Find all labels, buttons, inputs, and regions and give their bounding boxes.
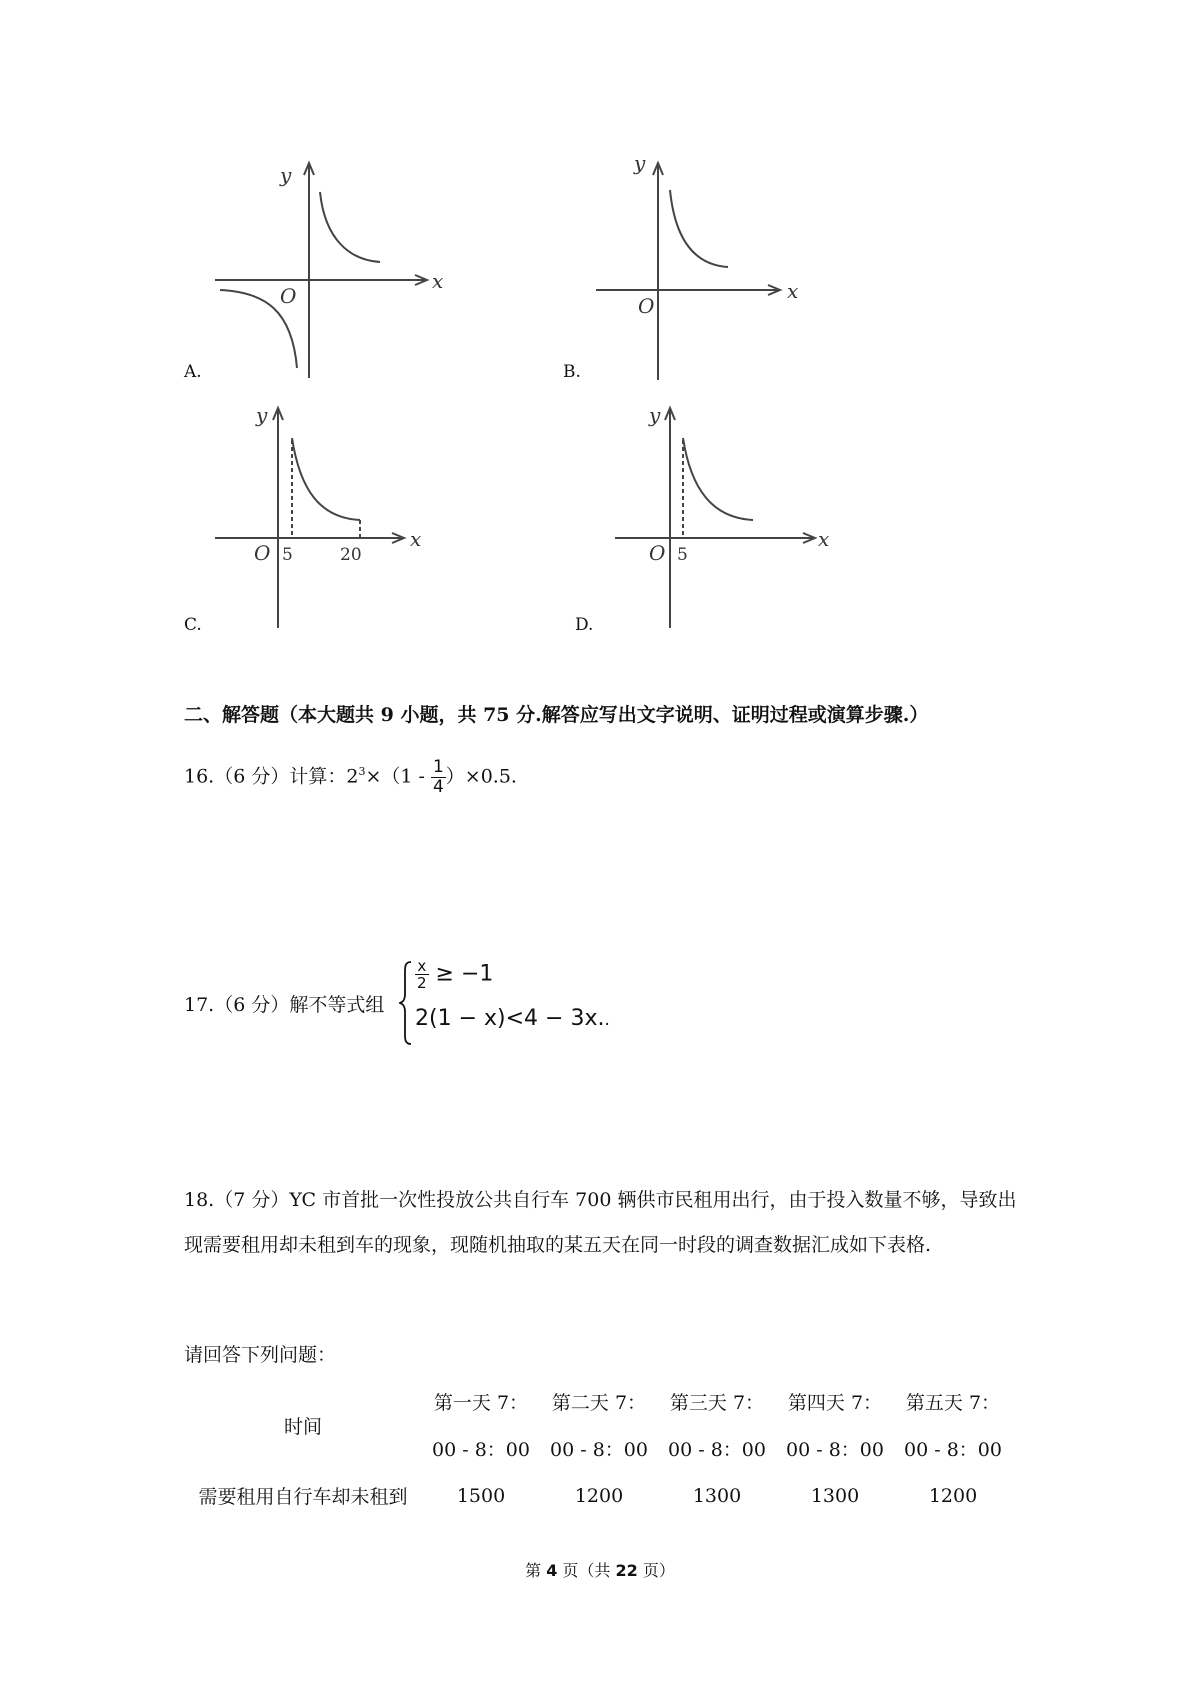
option-d-label: D. (575, 615, 594, 635)
table-row (184, 1378, 1012, 1425)
q17-prefix: 17.（6 分）解不等式组 (184, 994, 385, 1016)
q16-fraction-den: 4 (432, 777, 444, 797)
question-18-prompt: 请回答下列问题： (184, 1344, 337, 1366)
graph-b-y-label: y (634, 151, 646, 175)
table-day-4-line2: 00 - 8：00 (786, 1439, 884, 1461)
q16-prefix: 16.（6 分）计算：2 (184, 765, 359, 788)
option-b-label: B. (563, 362, 581, 382)
option-a-label: A. (184, 362, 202, 382)
q16-fraction (431, 758, 446, 797)
graph-a-y-label: y (280, 163, 292, 187)
table-day-5-line2: 00 - 8：00 (904, 1439, 1002, 1461)
brace-icon (399, 960, 413, 1046)
graph-c-y-label: y (256, 403, 268, 427)
question-18-text: 18.（7 分）YC 市首批一次性投放公共自行车 700 辆供市民租用出行，由于投入数量不够，导致出现需要租用却未租到车的现象，现随机抽取的某五天在同一时段的调查数据汇成如下表格. (184, 1189, 1017, 1256)
table-value-3: 1300 (692, 1484, 742, 1507)
q17-suffix: . (604, 1010, 610, 1030)
table-day-3-line1: 第三天 7： (669, 1392, 765, 1414)
table-day-4-line1: 第四天 7： (787, 1392, 883, 1414)
q17-frac-num: x (415, 958, 429, 975)
table-value-1: 1500 (456, 1484, 506, 1507)
page-footer (0, 1558, 1200, 1581)
footer-total-pages: 22 (615, 1561, 638, 1580)
graph-d (605, 400, 845, 630)
graph-a-origin-label: O (280, 284, 297, 308)
graph-b-x-label: x (787, 279, 799, 303)
section-title: 二、解答题（本大题共 9 小题，共 75 分.解答应写出文字说明、证明过程或演算步骤.） (184, 704, 929, 726)
graph-b (590, 150, 830, 380)
q17-line2 (415, 1006, 610, 1031)
table-day-2-line1: 第二天 7： (551, 1392, 647, 1414)
table-day-3-line2: 00 - 8：00 (668, 1439, 766, 1461)
table-value-4: 1300 (810, 1484, 860, 1507)
question-16 (184, 758, 517, 797)
question-17 (184, 990, 384, 1017)
table-day-5-line1: 第五天 7： (905, 1392, 1001, 1414)
q17-line2-text: 2(1 − x)<4 − 3x. (415, 1006, 605, 1031)
graph-d-y-label: y (649, 403, 661, 427)
table-value-5: 1200 (928, 1484, 978, 1507)
graph-d-tick-5: 5 (677, 545, 688, 565)
graph-c-x-label: x (410, 527, 422, 551)
graph-b-origin-label: O (638, 294, 655, 318)
footer-mid: 页（共 (557, 1561, 616, 1580)
table-row-label: 需要租用自行车却未租到 (198, 1486, 408, 1508)
q17-line1-fraction (415, 958, 429, 991)
table-header-label: 时间 (283, 1415, 322, 1438)
option-c-label: C. (184, 615, 202, 635)
table-day-2-line2: 00 - 8：00 (550, 1439, 648, 1461)
q17-frac-den: 2 (417, 974, 427, 992)
q16-mid: ×（1 - (365, 765, 431, 788)
q16-fraction-num: 1 (432, 757, 444, 777)
graph-a (210, 150, 450, 380)
footer-pre: 第 (525, 1561, 547, 1580)
footer-post: 页） (637, 1561, 675, 1580)
graph-c-origin-label: O (254, 541, 271, 565)
data-table (184, 1378, 1012, 1519)
table-day-1-line1: 第一天 7： (433, 1392, 529, 1414)
graph-c (210, 400, 450, 630)
q17-line1-rest: ≥ −1 (428, 961, 494, 987)
table-value-2: 1200 (574, 1484, 624, 1507)
q16-exponent: 3 (358, 765, 366, 779)
footer-page-number: 4 (546, 1561, 558, 1580)
graph-d-origin-label: O (649, 541, 666, 565)
graph-c-tick-5: 5 (282, 545, 293, 565)
table-row (184, 1472, 1012, 1519)
graph-a-x-label: x (432, 269, 444, 293)
graph-c-tick-20: 20 (340, 545, 362, 565)
q16-suffix: ）×0.5. (445, 765, 517, 788)
graph-d-x-label: x (818, 527, 830, 551)
table-day-1-line2: 00 - 8：00 (432, 1439, 530, 1461)
